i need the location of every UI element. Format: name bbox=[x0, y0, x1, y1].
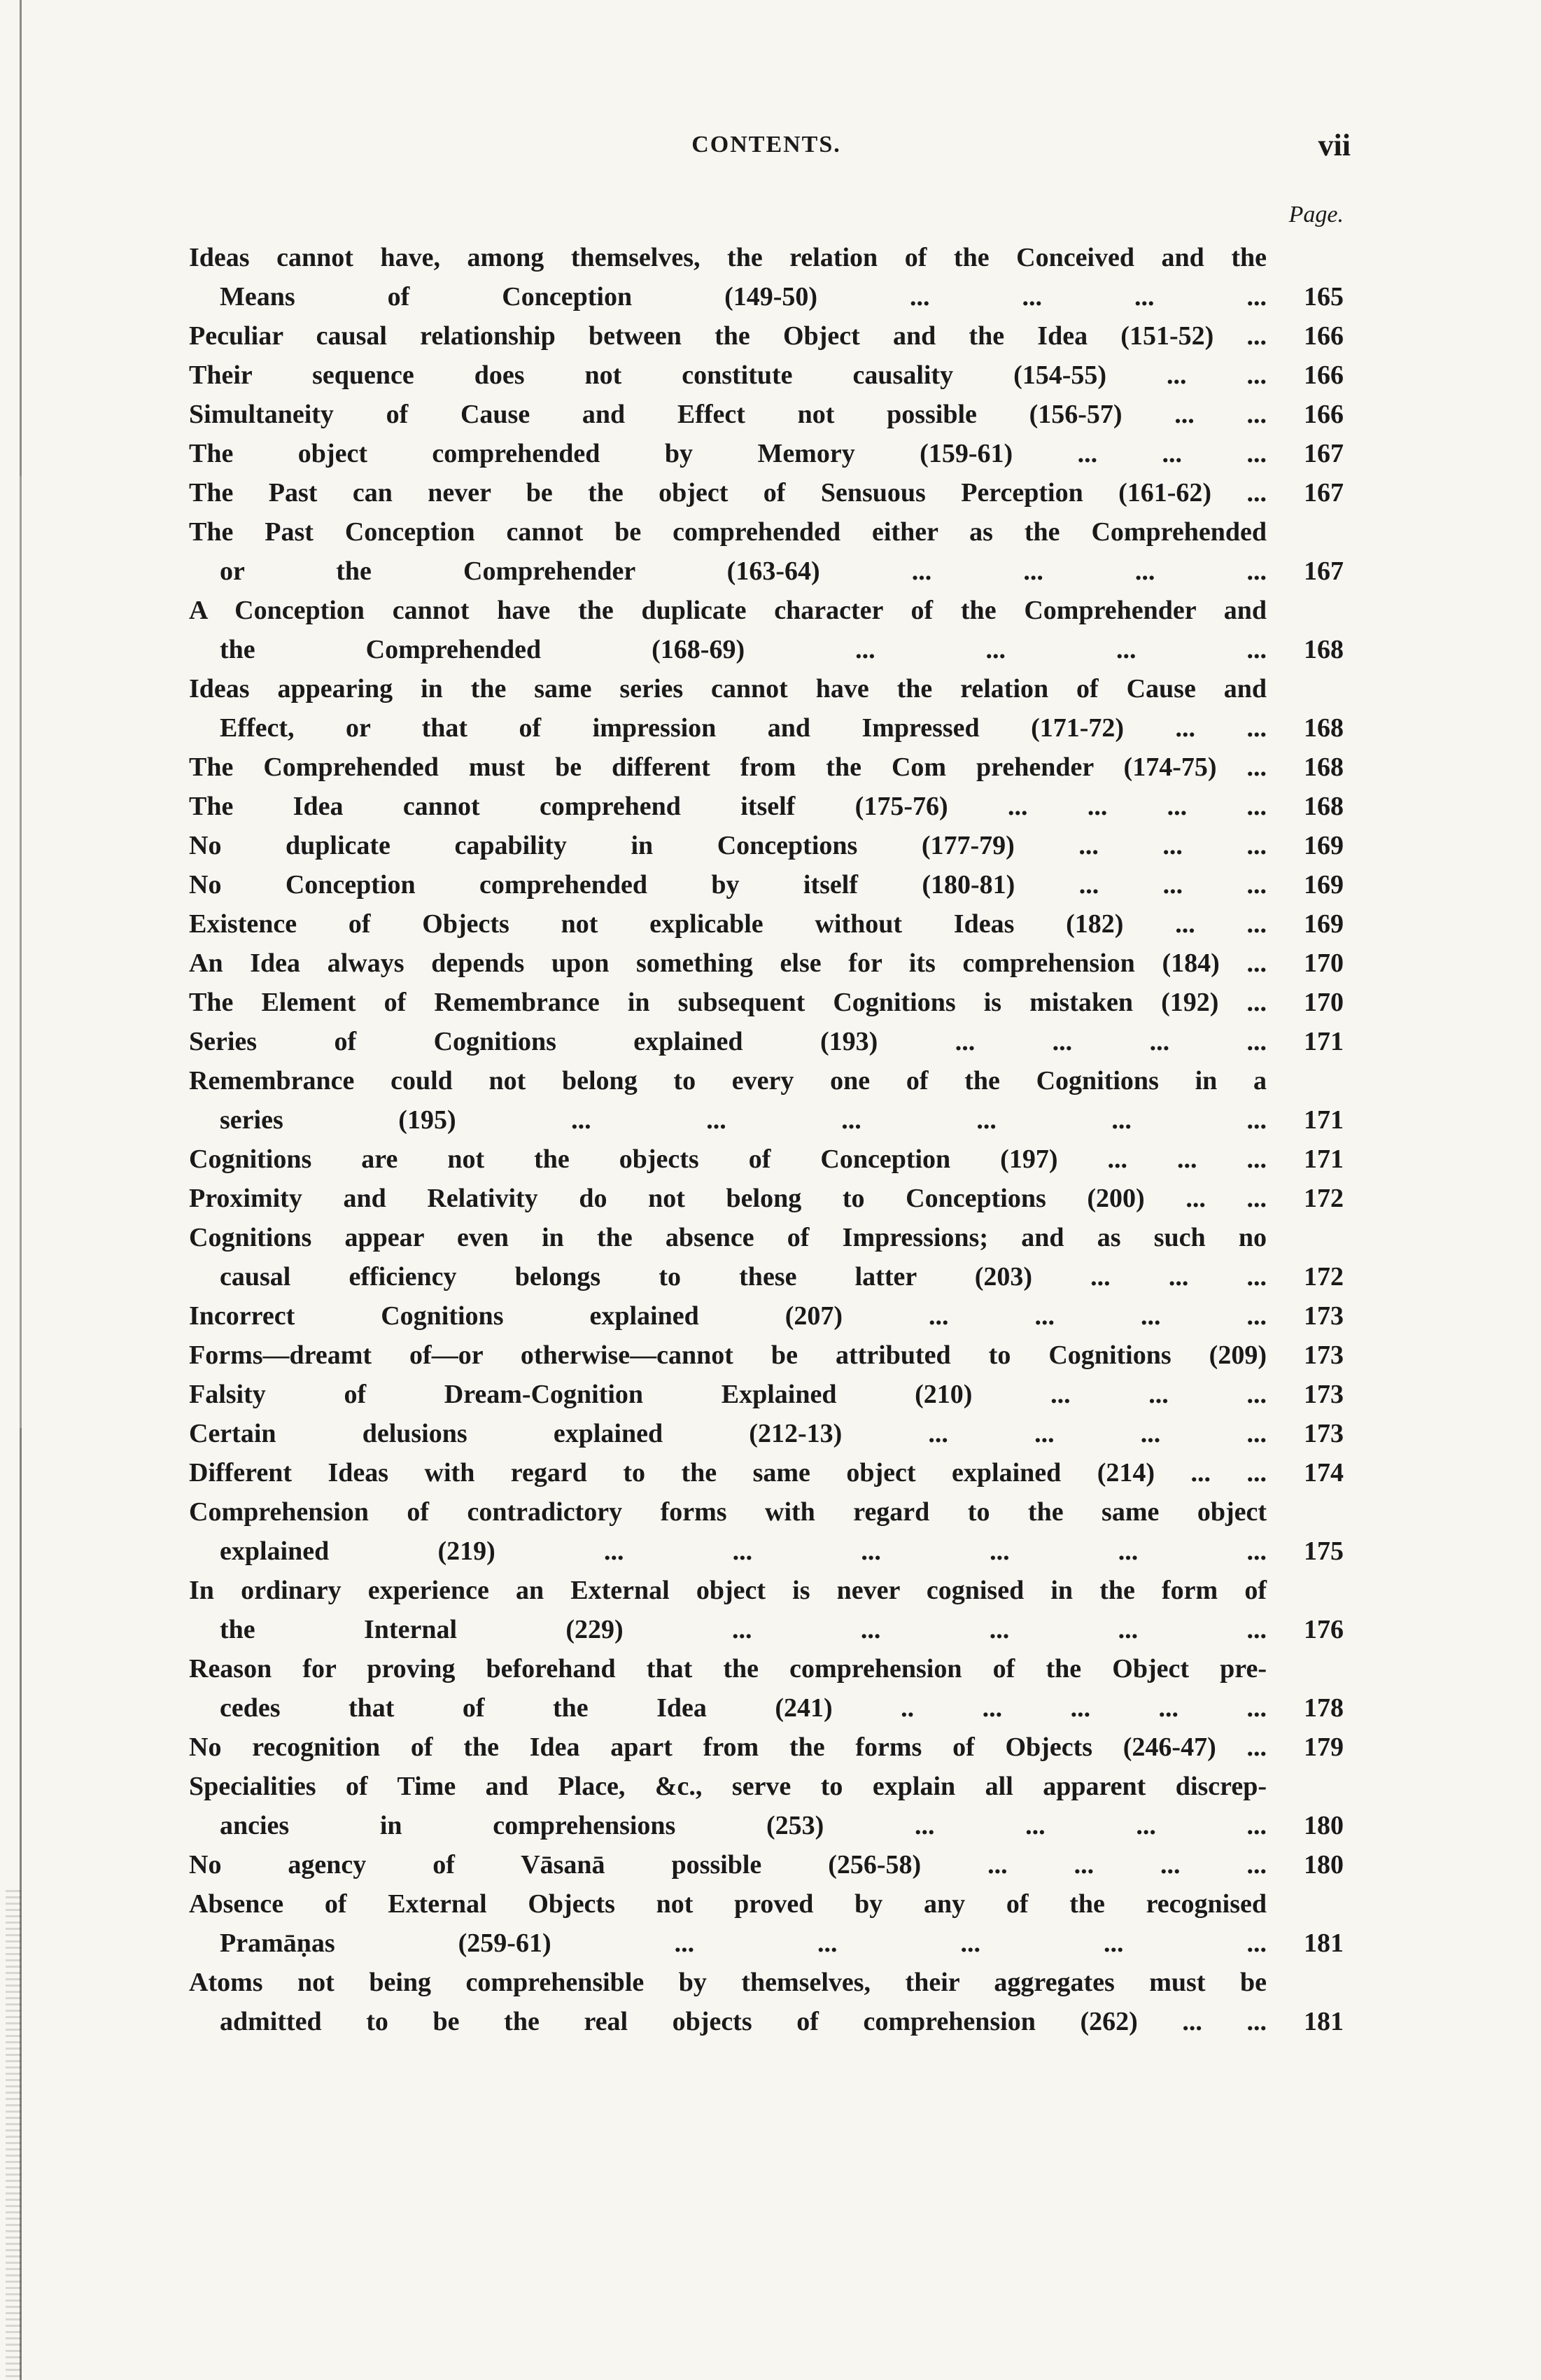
entry-text: Ideas cannot have, among themselves, the relation of the Conceived and the bbox=[189, 243, 1267, 272]
contents-entry-line bbox=[189, 512, 1344, 552]
entry-page-number: 167 bbox=[1304, 439, 1344, 468]
contents-entry-line bbox=[189, 2002, 1344, 2041]
entry-page-number: 166 bbox=[1304, 400, 1344, 429]
contents-entry-line bbox=[189, 748, 1344, 787]
entry-page-number: 167 bbox=[1304, 556, 1344, 586]
entry-text: Ideas appearing in the same series cannot have the relation of Cause and bbox=[189, 674, 1267, 704]
contents-entry-line bbox=[189, 708, 1344, 748]
entry-text-continuation: Means of Conception (149-50) ... ... ... ... bbox=[220, 282, 1267, 312]
contents-entry-line bbox=[189, 1610, 1344, 1649]
entry-text: Cognitions are not the objects of Conception (197) ... ... ... bbox=[189, 1144, 1267, 1174]
entry-page-number: 174 bbox=[1304, 1458, 1344, 1488]
contents-entry-line bbox=[189, 865, 1344, 904]
entry-page-number: 168 bbox=[1304, 635, 1344, 664]
entry-text-continuation: the Comprehended (168-69) ... ... ... ... bbox=[220, 635, 1267, 664]
contents-entry-line bbox=[189, 552, 1344, 591]
entry-page-number: 173 bbox=[1304, 1419, 1344, 1448]
entry-text: Comprehension of contradictory forms with regard to the same object bbox=[189, 1497, 1267, 1527]
contents-entry-line bbox=[189, 356, 1344, 395]
entry-text-continuation: cedes that of the Idea (241) .. ... ... ... ... bbox=[220, 1693, 1267, 1723]
entry-text: Remembrance could not belong to every one of the Cognitions in a bbox=[189, 1066, 1267, 1096]
entry-page-number: 169 bbox=[1304, 831, 1344, 860]
entry-text: The Element of Remembrance in subsequent Cognitions is mistaken (192) ... bbox=[189, 988, 1267, 1017]
entry-text: Reason for proving beforehand that the comprehension of the Object pre- bbox=[189, 1654, 1267, 1684]
entry-text: Cognitions appear even in the absence of Impressions; and as such no bbox=[189, 1223, 1267, 1252]
entry-text: The object comprehended by Memory (159-61) ... ... ... bbox=[189, 439, 1267, 468]
entry-text: Series of Cognitions explained (193) ... ... ... ... bbox=[189, 1027, 1267, 1056]
entry-page-number: 166 bbox=[1304, 321, 1344, 351]
contents-list bbox=[189, 238, 1344, 2041]
contents-entry-line bbox=[189, 1257, 1344, 1296]
contents-entry-line bbox=[189, 944, 1344, 983]
contents-entry-line bbox=[189, 238, 1344, 277]
contents-entry-line bbox=[189, 395, 1344, 434]
entry-page-number: 179 bbox=[1304, 1732, 1344, 1762]
entry-page-number: 168 bbox=[1304, 792, 1344, 821]
running-head: CONTENTS. bbox=[691, 132, 841, 158]
entry-text: No recognition of the Idea apart from the forms of Objects (246-47) ... bbox=[189, 1732, 1267, 1762]
entry-page-number: 170 bbox=[1304, 948, 1344, 978]
entry-page-number: 181 bbox=[1304, 2007, 1344, 2036]
entry-text: Existence of Objects not explicable without Ideas (182) ... ... bbox=[189, 909, 1267, 939]
entry-text-continuation: causal efficiency belongs to these latter (203) ... ... ... bbox=[220, 1262, 1267, 1292]
entry-text: In ordinary experience an External object is never cognised in the form of bbox=[189, 1576, 1267, 1605]
entry-text-continuation: Pramāṇas (259-61) ... ... ... ... ... bbox=[220, 1928, 1267, 1958]
entry-text: No Conception comprehended by itself (180-81) ... ... ... bbox=[189, 870, 1267, 899]
contents-entry-line bbox=[189, 1571, 1344, 1610]
entry-page-number: 165 bbox=[1304, 282, 1344, 312]
contents-entry-line bbox=[189, 1296, 1344, 1336]
entry-text: Incorrect Cognitions explained (207) ... ... ... ... bbox=[189, 1301, 1267, 1331]
contents-entry-line bbox=[189, 1806, 1344, 1845]
contents-entry-line bbox=[189, 1963, 1344, 2002]
entry-text-continuation: Effect, or that of impression and Impressed (171-72) ... ... bbox=[220, 713, 1267, 743]
entry-text: Atoms not being comprehensible by themselves, their aggregates must be bbox=[189, 1968, 1267, 1997]
entry-text: Certain delusions explained (212-13) ... ... ... ... bbox=[189, 1419, 1267, 1448]
contents-entry-line bbox=[189, 1218, 1344, 1257]
contents-entry-line bbox=[189, 1532, 1344, 1571]
entry-text: The Comprehended must be different from the Com prehender (174-75) ... bbox=[189, 752, 1267, 782]
page-column-label: Page. bbox=[1288, 202, 1344, 227]
entry-text: A Conception cannot have the duplicate character of the Comprehender and bbox=[189, 596, 1267, 625]
entry-page-number: 166 bbox=[1304, 360, 1344, 390]
entry-page-number: 173 bbox=[1304, 1340, 1344, 1370]
entry-text: Peculiar causal relationship between the Object and the Idea (151-52) ... bbox=[189, 321, 1267, 351]
entry-page-number: 178 bbox=[1304, 1693, 1344, 1723]
entry-text: Different Ideas with regard to the same object explained (214) ... ... bbox=[189, 1458, 1267, 1488]
entry-text: Specialities of Time and Place, &c., serve to explain all apparent discrep- bbox=[189, 1772, 1267, 1801]
entry-text-continuation: ancies in comprehensions (253) ... ... ... ... bbox=[220, 1811, 1267, 1840]
entry-text: Proximity and Relativity do not belong to Conceptions (200) ... ... bbox=[189, 1184, 1267, 1213]
entry-page-number: 181 bbox=[1304, 1928, 1344, 1958]
folio-number: vii bbox=[1318, 128, 1351, 162]
contents-entry-line bbox=[189, 1179, 1344, 1218]
entry-page-number: 170 bbox=[1304, 988, 1344, 1017]
contents-entry-line bbox=[189, 316, 1344, 356]
contents-entry-line bbox=[189, 1845, 1344, 1884]
entry-text: No agency of Vāsanā possible (256-58) ... ... ... ... bbox=[189, 1850, 1267, 1879]
entry-page-number: 175 bbox=[1304, 1536, 1344, 1566]
contents-entry-line bbox=[189, 1728, 1344, 1767]
contents-entry-line bbox=[189, 826, 1344, 865]
contents-entry-line bbox=[189, 1688, 1344, 1728]
entry-page-number: 167 bbox=[1304, 478, 1344, 507]
page-header bbox=[189, 128, 1351, 167]
entry-text: Their sequence does not constitute causality (154-55) ... ... bbox=[189, 360, 1267, 390]
contents-entry-line bbox=[189, 669, 1344, 708]
entry-text-continuation: or the Comprehender (163-64) ... ... ... ... bbox=[220, 556, 1267, 586]
contents-entry-line bbox=[189, 1336, 1344, 1375]
entry-text: Forms—dreamt of—or otherwise—cannot be attributed to Cognitions (209) bbox=[189, 1340, 1267, 1370]
entry-text: Simultaneity of Cause and Effect not possible (156-57) ... ... bbox=[189, 400, 1267, 429]
contents-entry-line bbox=[189, 1924, 1344, 1963]
entry-text: An Idea always depends upon something else for its comprehension (184) ... bbox=[189, 948, 1267, 978]
contents-entry-line bbox=[189, 277, 1344, 316]
contents-entry-line bbox=[189, 630, 1344, 669]
entry-text: The Past can never be the object of Sensuous Perception (161-62) ... bbox=[189, 478, 1267, 507]
entry-text: The Idea cannot comprehend itself (175-76) ... ... ... ... bbox=[189, 792, 1267, 821]
entry-text: No duplicate capability in Conceptions (177-79) ... ... ... bbox=[189, 831, 1267, 860]
contents-entry-line bbox=[189, 787, 1344, 826]
entry-text-continuation: series (195) ... ... ... ... ... ... bbox=[220, 1105, 1267, 1135]
entry-page-number: 173 bbox=[1304, 1301, 1344, 1331]
contents-entry-line bbox=[189, 1414, 1344, 1453]
contents-entry-line bbox=[189, 904, 1344, 944]
contents-entry-line bbox=[189, 434, 1344, 473]
contents-entry-line bbox=[189, 473, 1344, 512]
entry-page-number: 172 bbox=[1304, 1262, 1344, 1292]
entry-text-continuation: the Internal (229) ... ... ... ... ... bbox=[220, 1615, 1267, 1644]
entry-page-number: 173 bbox=[1304, 1380, 1344, 1409]
contents-entry-line bbox=[189, 1492, 1344, 1532]
entry-page-number: 180 bbox=[1304, 1811, 1344, 1840]
entry-text: The Past Conception cannot be comprehended either as the Comprehended bbox=[189, 517, 1267, 547]
entry-text-continuation: admitted to be the real objects of comprehension (262) ... ... bbox=[220, 2007, 1267, 2036]
entry-page-number: 169 bbox=[1304, 870, 1344, 899]
contents-entry-line bbox=[189, 1375, 1344, 1414]
contents-entry-line bbox=[189, 983, 1344, 1022]
contents-entry-line bbox=[189, 1767, 1344, 1806]
entry-page-number: 169 bbox=[1304, 909, 1344, 939]
contents-entry-line bbox=[189, 1022, 1344, 1061]
entry-page-number: 180 bbox=[1304, 1850, 1344, 1879]
entry-page-number: 172 bbox=[1304, 1184, 1344, 1213]
entry-text: Falsity of Dream-Cognition Explained (210) ... ... ... bbox=[189, 1380, 1267, 1409]
entry-page-number: 171 bbox=[1304, 1144, 1344, 1174]
contents-entry-line bbox=[189, 1453, 1344, 1492]
page-edge-texture bbox=[6, 1890, 21, 2380]
contents-entry-line bbox=[189, 1884, 1344, 1924]
contents-entry-line bbox=[189, 1061, 1344, 1100]
contents-entry-line bbox=[189, 1140, 1344, 1179]
contents-entry-line bbox=[189, 591, 1344, 630]
contents-entry-line bbox=[189, 1649, 1344, 1688]
entry-page-number: 171 bbox=[1304, 1027, 1344, 1056]
contents-entry-line bbox=[189, 1100, 1344, 1140]
entry-text: Absence of External Objects not proved by any of the recognised bbox=[189, 1889, 1267, 1919]
entry-page-number: 176 bbox=[1304, 1615, 1344, 1644]
entry-text-continuation: explained (219) ... ... ... ... ... ... bbox=[220, 1536, 1267, 1566]
entry-page-number: 171 bbox=[1304, 1105, 1344, 1135]
entry-page-number: 168 bbox=[1304, 752, 1344, 782]
entry-page-number: 168 bbox=[1304, 713, 1344, 743]
